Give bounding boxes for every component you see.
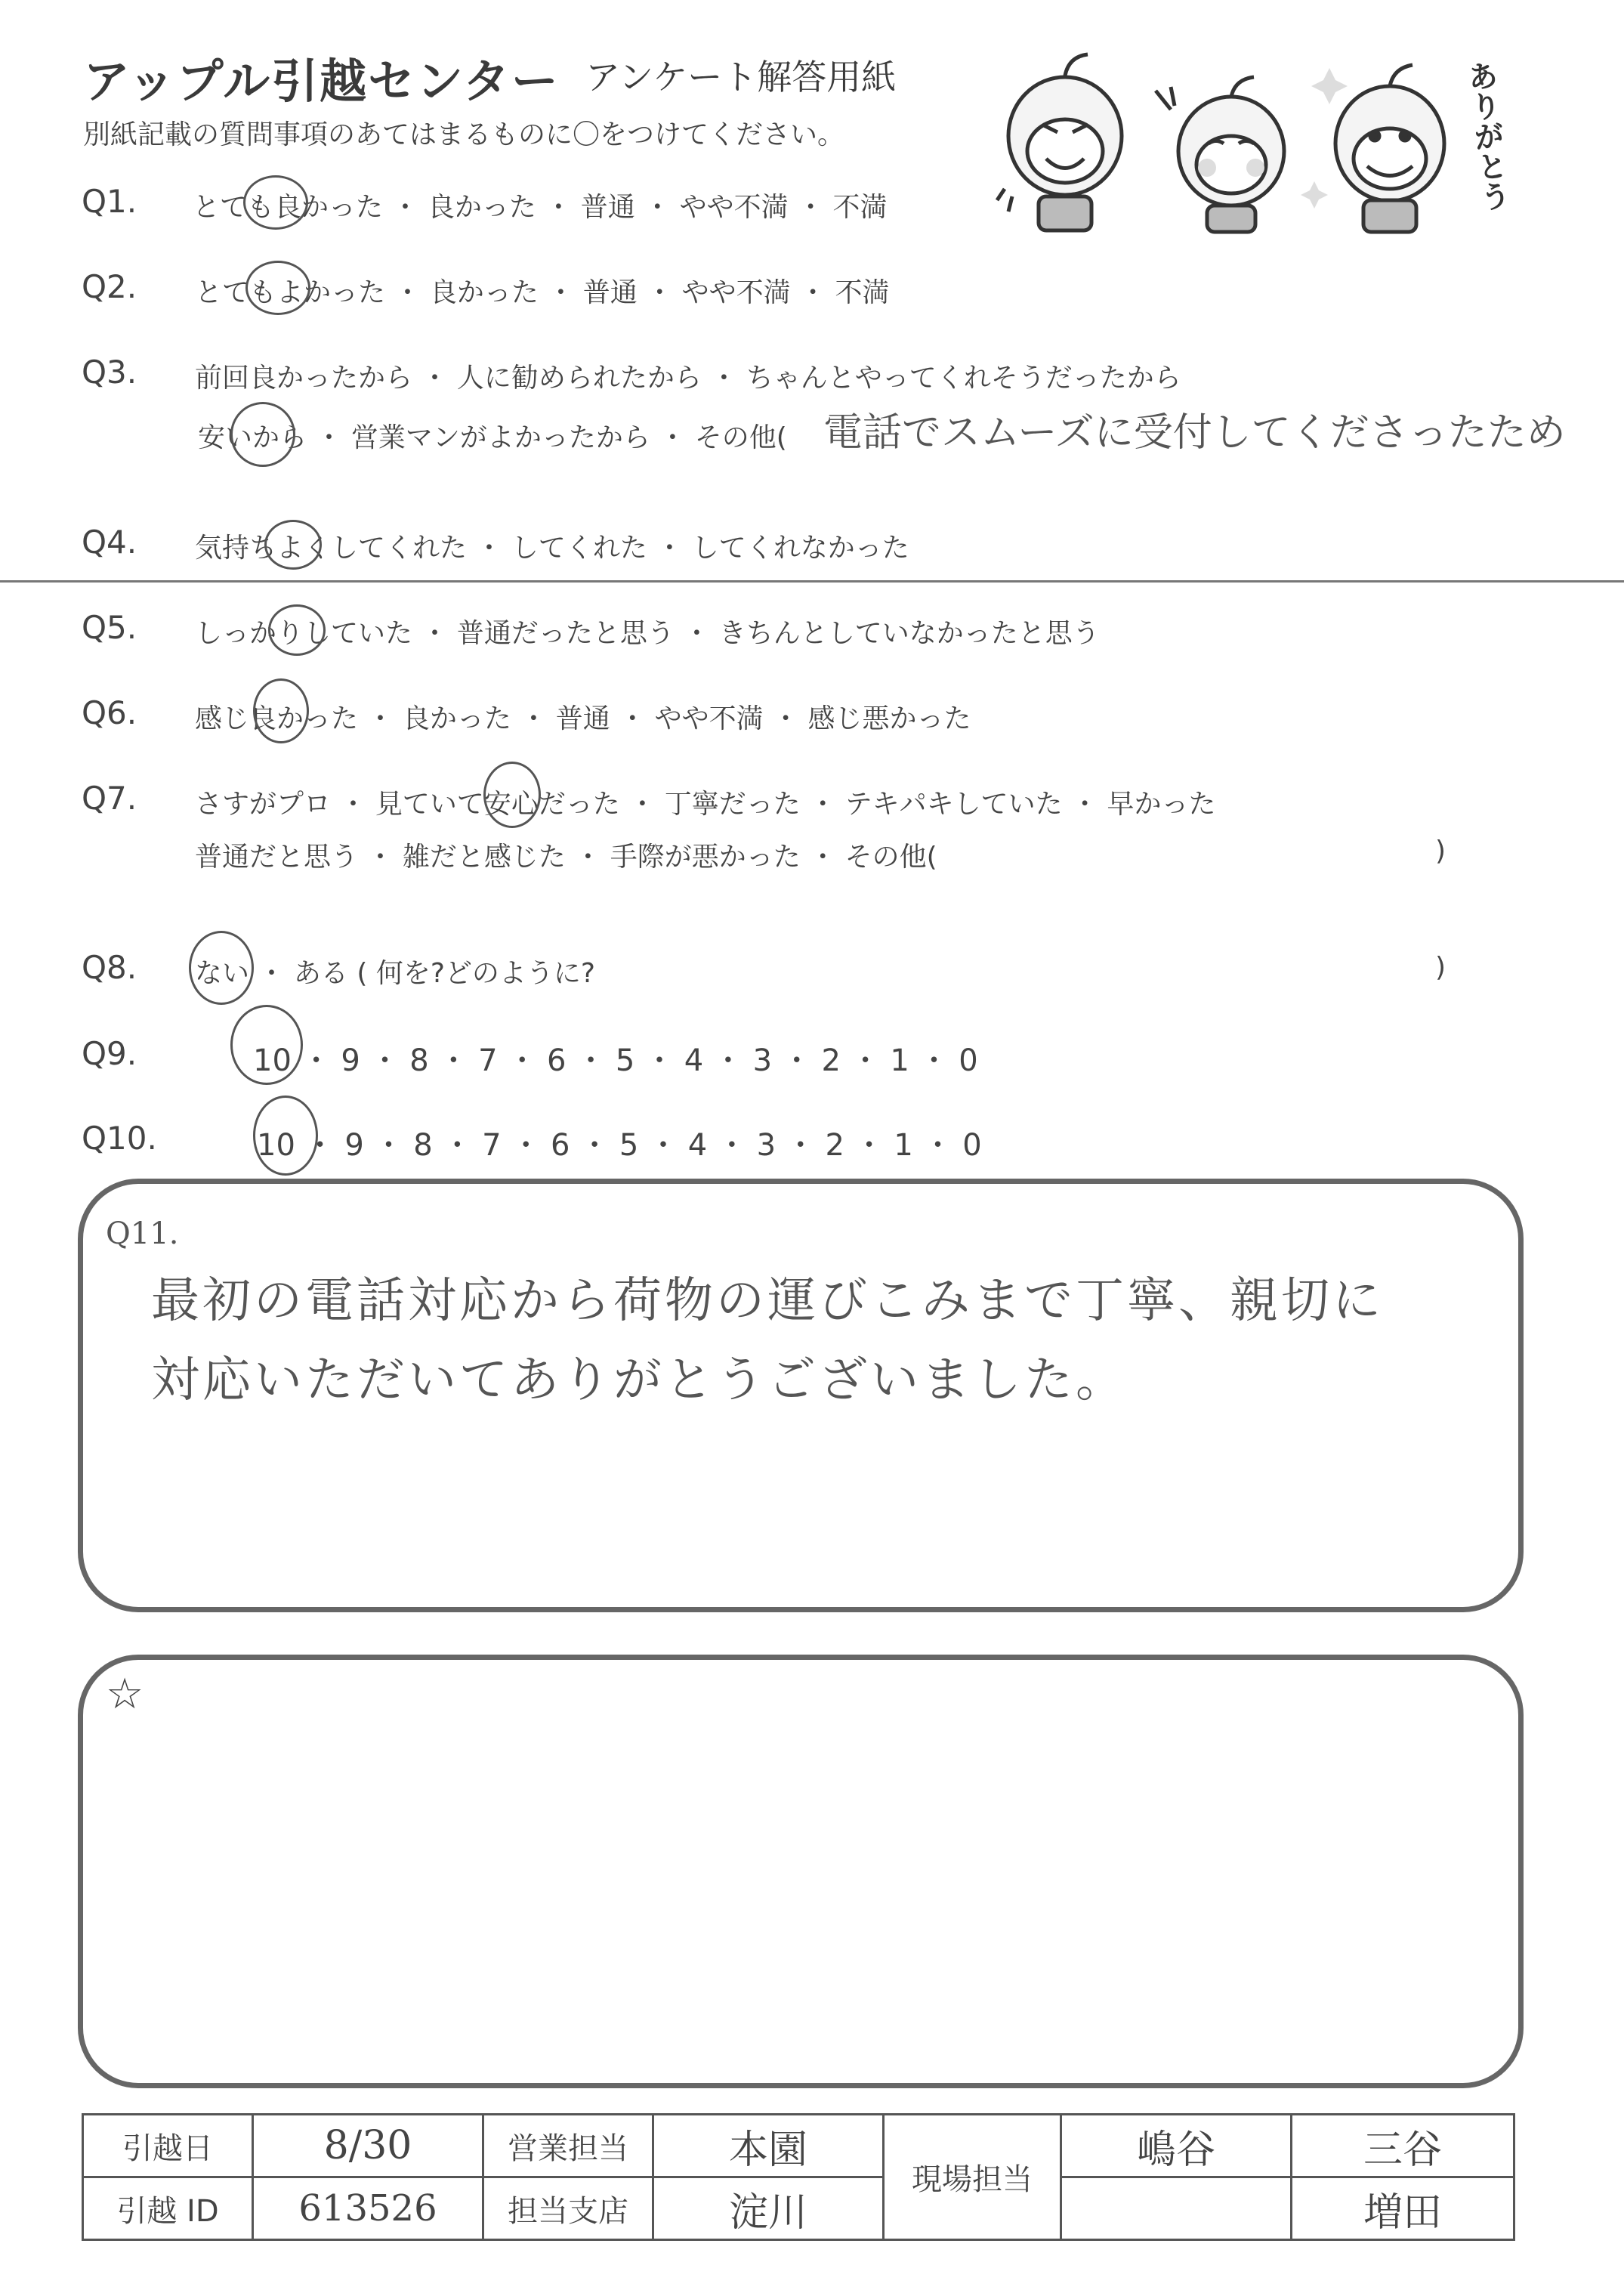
q5-answer-circle [268, 604, 326, 656]
q9-answer-circle [230, 1005, 303, 1085]
q7-answer-circle [483, 762, 541, 828]
monkey-3-icon [1301, 65, 1444, 232]
q11-comment-line1: 最初の電話対応から荷物の運びこみまで丁寧、親切に [151, 1273, 1384, 1329]
q6-options: 感じ良かった ・ 良かった ・ 普通 ・ やや不満 ・ 感じ悪かった [195, 703, 971, 734]
q4-options: 気持ちよくしてくれた ・ してくれた ・ してくれなかった [195, 533, 909, 564]
q6-answer-circle [253, 678, 309, 743]
instruction-text: 別紙記載の質問事項のあてはまるものに〇をつけてください。 [83, 119, 845, 150]
move-date-label: 引越日 [83, 2115, 253, 2177]
staff-info-table [82, 2113, 1515, 2241]
site-staff-1: 嶋谷 [1061, 2115, 1292, 2177]
q8-answer-circle [189, 931, 254, 1005]
q9-scale: 10 ・ 9 ・ 8 ・ 7 ・ 6 ・ 5 ・ 4 ・ 3 ・ 2 ・ 1 ・ 0 [253, 1043, 978, 1078]
star-icon: ☆ [106, 1670, 144, 1719]
q10-scale: 10 ・ 9 ・ 8 ・ 7 ・ 6 ・ 5 ・ 4 ・ 3 ・ 2 ・ 1 ・ 0 [257, 1128, 982, 1163]
monkey-2-icon [1156, 77, 1284, 232]
q3-options-line1: 前回良かったから ・ 人に勧められたから ・ ちゃんとやってくれそうだったから [195, 363, 1181, 394]
site-staff-2: 三谷 [1292, 2115, 1514, 2177]
q7-label: Q7. [82, 780, 137, 817]
q3-answer-circle [230, 402, 295, 467]
q5-options: しっかりしていた ・ 普通だったと思う ・ きちんとしていなかったと思う [195, 618, 1100, 649]
move-date-value: 8/30 [253, 2115, 483, 2177]
section-divider [0, 580, 1624, 583]
move-id-value: 613526 [253, 2177, 483, 2240]
site-label: 現場担当 [884, 2115, 1061, 2240]
site-staff-3: 増田 [1292, 2177, 1514, 2240]
q9-label: Q9. [82, 1035, 137, 1072]
sales-label: 営業担当 [483, 2115, 653, 2177]
q10-label: Q10. [82, 1120, 157, 1157]
q8-close-paren: ) [1435, 952, 1446, 983]
q6-label: Q6. [82, 694, 137, 731]
q2-options: とてもよかった ・ 良かった ・ 普通 ・ やや不満 ・ 不満 [195, 277, 890, 308]
monkey-1-icon [997, 54, 1122, 230]
q3-other-handwritten: 電話でスムーズに受付してくださったため [823, 410, 1566, 456]
form-subtitle: アンケート解答用紙 [585, 57, 897, 97]
q1-options: とても良かった ・ 良かった ・ 普通 ・ やや不満 ・ 不満 [193, 192, 888, 223]
branch-value: 淀川 [653, 2177, 884, 2240]
q8-label: Q8. [82, 949, 137, 986]
q3-label: Q3. [82, 354, 137, 391]
q1-label: Q1. [82, 183, 137, 220]
q11-label: Q11. [106, 1216, 179, 1251]
extra-comment-box [78, 1655, 1524, 2088]
q8-options: ない ・ ある ( 何を?どのように? [195, 958, 596, 989]
q1-answer-circle [243, 175, 308, 230]
q4-label: Q4. [82, 524, 137, 561]
sales-value: 本園 [653, 2115, 884, 2177]
q7-options-line2: 普通だと思う ・ 雑だと感じた ・ 手際が悪かった ・ その他( [195, 842, 937, 873]
q2-label: Q2. [82, 268, 137, 305]
q5-label: Q5. [82, 609, 137, 646]
mascot-illustration [982, 38, 1511, 234]
q7-close-paren: ) [1435, 836, 1446, 867]
move-id-label: 引越 ID [83, 2177, 253, 2240]
mascot-thanks-text: ありがとう [1461, 59, 1512, 213]
q7-options-line1: さすがプロ ・ 見ていて安心だった ・ 丁寧だった ・ テキパキしていた ・ 早かった [195, 789, 1216, 820]
q11-comment-line2: 対応いただいてありがとうございました。 [151, 1352, 1127, 1408]
q4-answer-circle [264, 520, 322, 570]
site-staff-empty [1061, 2177, 1292, 2240]
q2-answer-circle [245, 261, 310, 315]
branch-label: 担当支店 [483, 2177, 653, 2240]
q10-answer-circle [253, 1096, 318, 1176]
q3-options-line2: 安いから ・ 営業マンがよかったから ・ その他( [198, 422, 787, 453]
company-title: アップル引越センター [83, 54, 560, 109]
